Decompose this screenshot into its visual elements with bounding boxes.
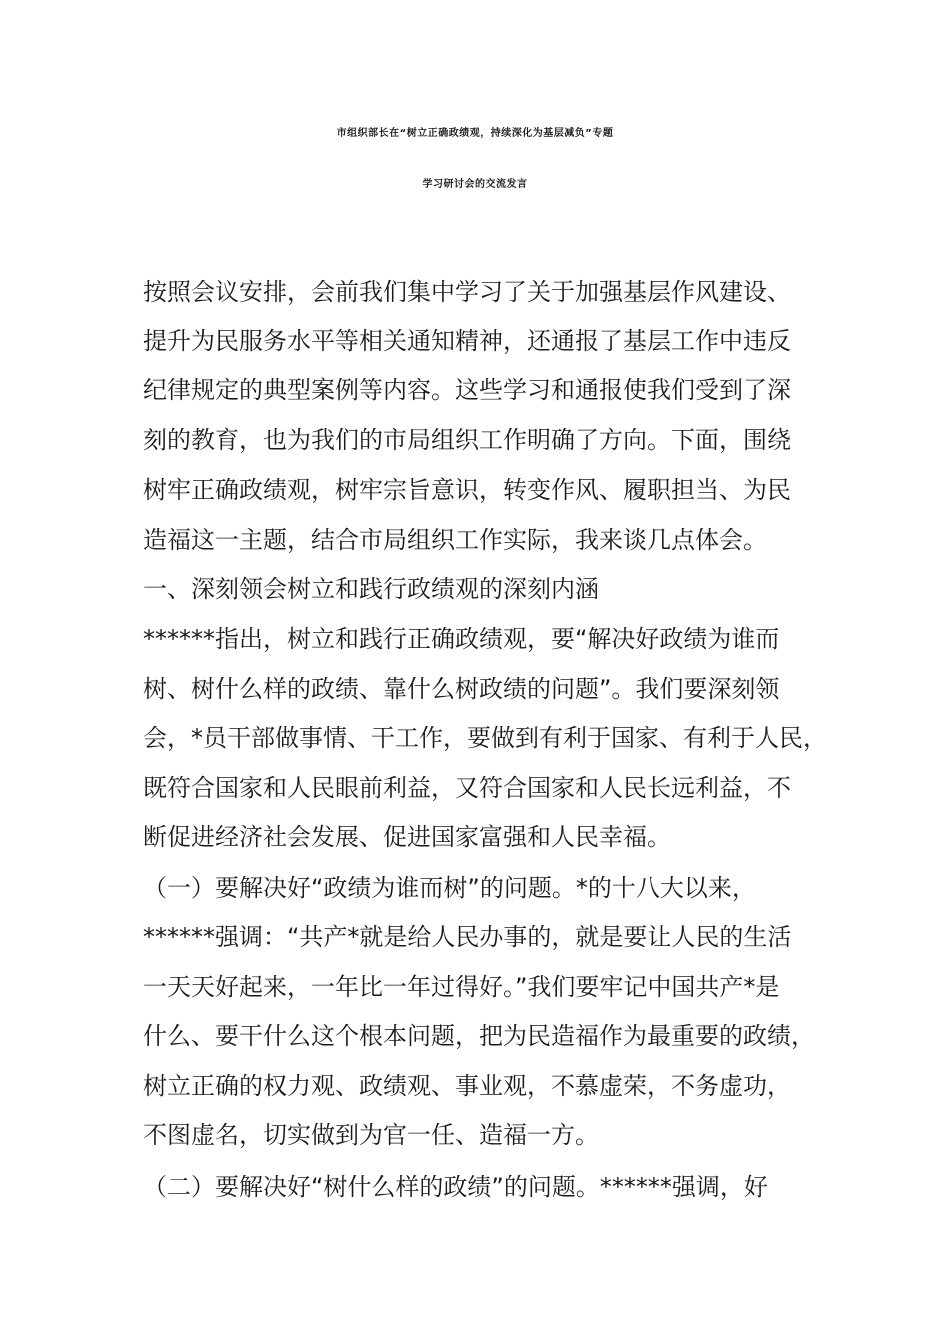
body-line-3: 纪律规定的典型案例等内容。这些学习和通报使我们受到了深 <box>143 376 791 404</box>
body-line-1: 按照会议安排，会前我们集中学习了关于加强基层作风建设、 <box>143 278 791 306</box>
subsection-heading-1: （一）要解决好“政绩为谁而树”的问题。*的十八大以来， <box>143 874 756 902</box>
body-line-9: 树、树什么样的政绩、靠什么树政绩的问题”。我们要深刻领 <box>143 675 780 703</box>
body-line-4: 刻的教育，也为我们的市局组织工作明确了方向。下面，围绕 <box>143 426 791 454</box>
body-line-17: 树立正确的权力观、政绩观、事业观，不慕虚荣，不务虚功， <box>143 1072 791 1100</box>
section-heading-1: 一、深刻领会树立和践行政绩观的深刻内涵 <box>143 575 599 603</box>
document-title-line-2: 学习研讨会的交流发言 <box>422 179 528 190</box>
body-line-2: 提升为民服务水平等相关通知精神，还通报了基层工作中违反 <box>143 327 791 355</box>
body-line-12: 断促进经济社会发展、促进国家富强和人民幸福。 <box>143 823 671 851</box>
body-line-10: 会，*员干部做事情、干工作，要做到有利于国家、有利于人民， <box>143 724 827 752</box>
document-title-line-1: 市组织部长在“树立正确政绩观，持续深化为基层减负”专题 <box>336 128 614 139</box>
body-line-8: ******指出，树立和践行正确政绩观，要“解决好政绩为谁而 <box>143 625 780 653</box>
body-line-15: 一天天好起来，一年比一年过得好。”我们要牢记中国共产*是 <box>143 973 780 1001</box>
body-line-5: 树牢正确政绩观，树牢宗旨意识，转变作风、履职担当、为民 <box>143 476 791 504</box>
subsection-heading-2: （二）要解决好“树什么样的政绩”的问题。******强调，好 <box>143 1173 768 1201</box>
body-line-16: 什么、要干什么这个根本问题，把为民造福作为最重要的政绩， <box>143 1022 815 1050</box>
body-line-6: 造福这一主题，结合市局组织工作实际，我来谈几点体会。 <box>143 526 767 554</box>
body-line-14: ******强调：“共产*就是给人民办事的，就是要让人民的生活 <box>143 923 792 951</box>
body-line-11: 既符合国家和人民眼前利益，又符合国家和人民长远利益，不 <box>143 774 791 802</box>
body-line-18: 不图虚名，切实做到为官一任、造福一方。 <box>143 1121 599 1149</box>
